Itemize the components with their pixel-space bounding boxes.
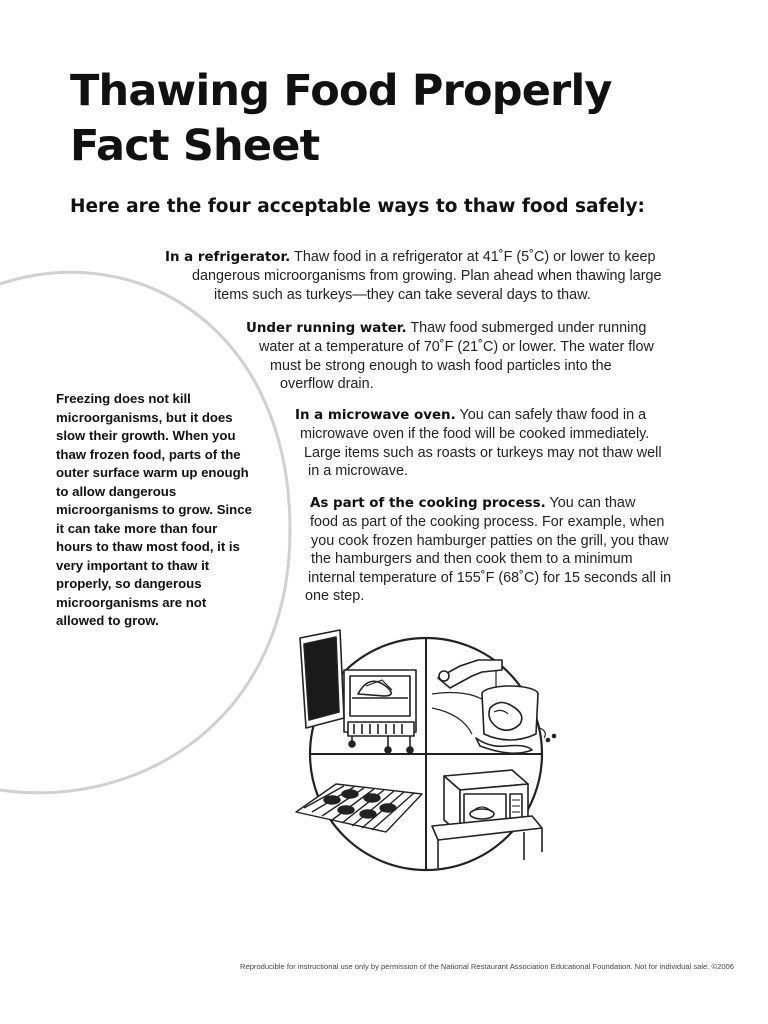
- sidebar-line: thaw frozen food, parts of the: [56, 446, 241, 462]
- sidebar-line: properly, so dangerous: [56, 576, 202, 591]
- method-line: [310, 494, 671, 513]
- method-line: water at a temperature of 70˚F (21˚C) or lower. The water flow: [259, 339, 654, 356]
- title-line-2: Fact Sheet: [70, 121, 320, 171]
- method-lead: In a refrigerator.: [165, 250, 291, 265]
- sidebar-line: outer surface warm up enough: [56, 465, 249, 480]
- method-line: internal temperature of 155˚F (68˚C) for 15 seconds all in: [308, 569, 672, 586]
- method-line: you cook frozen hamburger patties on the grill, you thaw: [311, 532, 669, 549]
- method-line: [165, 248, 662, 267]
- method-refrigerator: [165, 248, 662, 304]
- method-line: the hamburgers and then cook them to a minimum: [311, 551, 633, 568]
- sidebar-line: microorganisms, but it does: [56, 409, 233, 425]
- refrigerator-icon: [300, 630, 416, 753]
- method-lead: In a microwave oven.: [295, 408, 456, 423]
- sidebar-line: Freezing does not kill: [56, 391, 191, 406]
- method-line: Large items such as roasts or turkeys may not thaw well: [304, 444, 662, 461]
- method-line: in a microwave.: [308, 463, 408, 480]
- footer-copyright: Reproducible for instructional use only by permission of the National Restaurant Association Educational Foundation. Not for individual sale. ©2006: [240, 962, 734, 971]
- method-line: dangerous microorganisms from growing. Plan ahead when thawing large: [192, 268, 662, 285]
- method-line: [295, 406, 662, 425]
- method-line: microwave oven if the food will be cooked immediately.: [300, 426, 650, 443]
- sidebar-line: hours to thaw most food, it is: [56, 539, 240, 554]
- method-line: items such as turkeys—they can take several days to thaw.: [214, 286, 591, 303]
- page-title: [70, 64, 612, 174]
- title-line-1: Thawing Food Properly: [70, 66, 612, 116]
- method-microwave: [295, 406, 662, 481]
- method-text: Thaw food submerged under running: [410, 320, 647, 336]
- thawing-methods-illustration: [292, 628, 568, 872]
- method-lead: Under running water.: [246, 321, 407, 336]
- method-text: Thaw food in a refrigerator at 41˚F (5˚C) or lower to keep: [294, 249, 656, 265]
- method-line: must be strong enough to wash food particles into the: [270, 357, 612, 374]
- method-text: You can thaw: [549, 495, 636, 511]
- method-line: food as part of the cooking process. For example, when: [310, 514, 665, 531]
- method-line: [246, 319, 654, 338]
- method-line: one step.: [305, 588, 365, 605]
- grill-icon: [296, 784, 422, 832]
- sidebar-note: [56, 390, 266, 631]
- running-water-icon: [432, 660, 556, 753]
- sidebar-line: it can take more than four: [56, 520, 218, 536]
- sidebar-line: to allow dangerous: [56, 483, 177, 499]
- method-text: You can safely thaw food in a: [459, 407, 647, 423]
- sidebar-line: very important to thaw it: [56, 557, 210, 573]
- method-running-water: [246, 319, 654, 394]
- sidebar-line: microorganisms to grow. Since: [56, 502, 252, 517]
- sidebar-line: microorganisms are not: [56, 594, 207, 610]
- method-lead: As part of the cooking process.: [310, 496, 546, 511]
- method-line: overflow drain.: [280, 376, 374, 393]
- subtitle: Here are the four acceptable ways to thaw food safely:: [70, 196, 645, 217]
- sidebar-line: allowed to grow.: [56, 613, 159, 628]
- sidebar-line: slow their growth. When you: [56, 428, 236, 443]
- method-cooking-process: [305, 494, 672, 605]
